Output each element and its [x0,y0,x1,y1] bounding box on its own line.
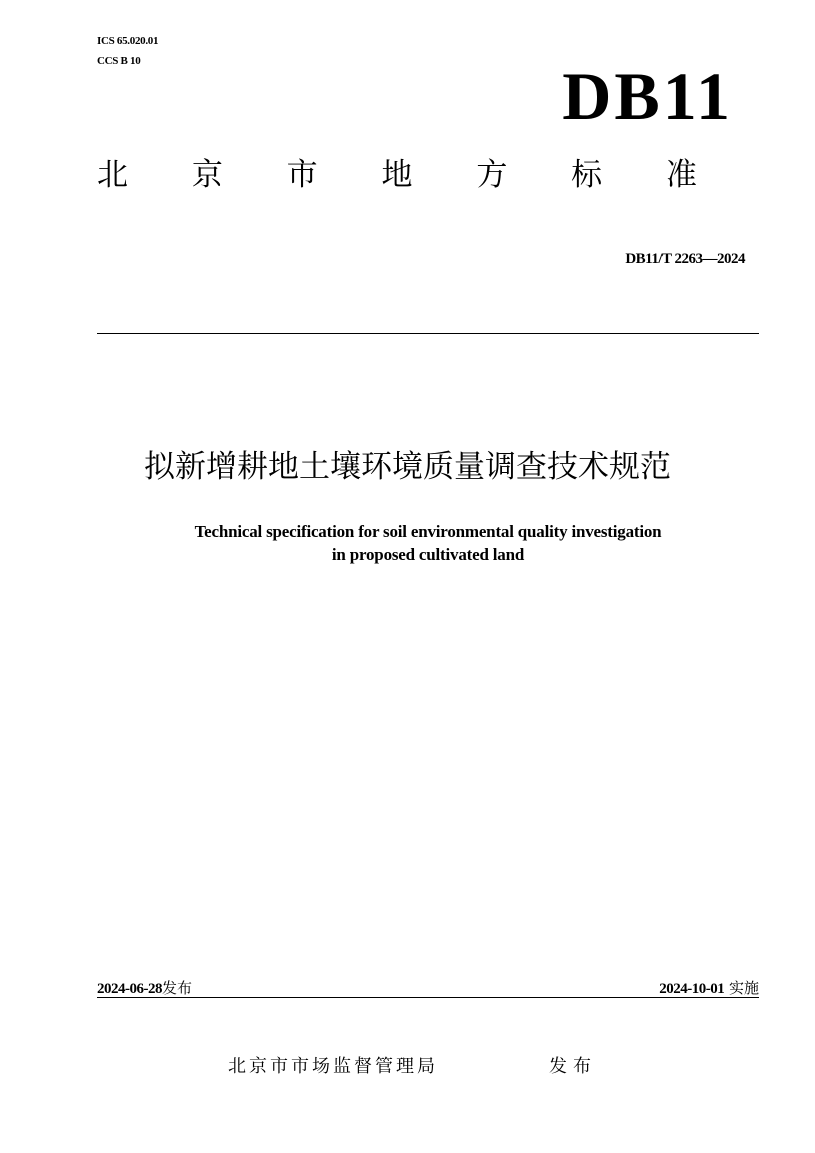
implement-label: 实施 [728,979,759,997]
standard-code-logo: DB11 [562,58,733,134]
english-title-line: in proposed cultivated land [331,545,525,564]
document-title-chinese: 拟新增耕地土壤环境质量调查技术规范 [144,449,671,485]
ics-code: ICS 65.020.01 [97,35,159,47]
top-divider [97,333,759,334]
implement-date-block [659,977,759,998]
standard-type-char: 北 [97,157,128,193]
issuing-action: 发布 [549,1056,597,1077]
standard-type-char: 准 [665,157,697,193]
standard-type-heading [97,157,697,193]
document-title-english [97,520,759,566]
standard-type-char: 方 [476,157,508,193]
dates-row [97,977,759,999]
standard-type-char: 京 [191,157,223,193]
publish-label: 发布 [162,979,193,997]
standard-number: DB11/T 2263—2024 [625,251,745,267]
ccs-code: CCS B 10 [97,55,141,67]
publish-date: 2024-06-28 [97,981,162,997]
implement-date: 2024-10-01 [659,981,725,997]
standard-type-char: 标 [571,157,603,193]
standard-type-char: 地 [381,157,413,193]
english-title-line: Technical specification for soil environmental quality investigation [194,522,662,541]
publish-date-block [97,977,192,998]
standard-type-char: 市 [286,157,318,193]
bottom-divider [97,997,759,998]
issuing-authority: 北京市市场监督管理局 [228,1056,438,1077]
